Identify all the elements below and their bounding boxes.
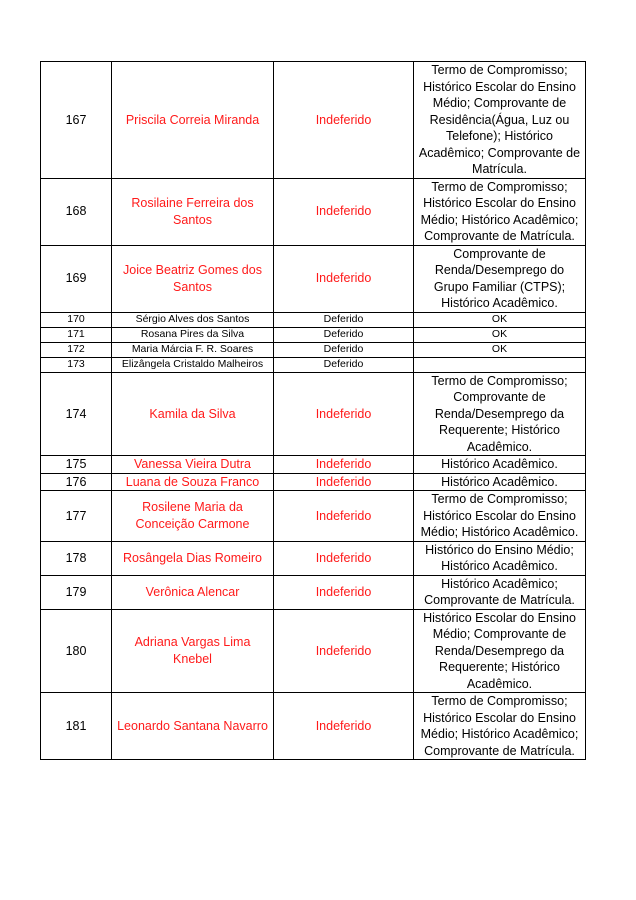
pending-documents: OK (414, 312, 586, 327)
application-status: Indeferido (274, 609, 414, 693)
pending-documents: Termo de Compromisso; Histórico Escolar do Ensino Médio; Histórico Acadêmico. (414, 491, 586, 542)
applicant-name: Elizângela Cristaldo Malheiros (112, 357, 274, 372)
row-number: 179 (41, 575, 112, 609)
pending-documents: Termo de Compromisso; Histórico Escolar do Ensino Médio; Histórico Acadêmico; Comprovante de Matrícula. (414, 178, 586, 245)
application-status: Deferido (274, 327, 414, 342)
application-status: Indeferido (274, 245, 414, 312)
results-table (40, 61, 586, 760)
applicant-name: Priscila Correia Miranda (112, 62, 274, 179)
pending-documents: Termo de Compromisso; Histórico Escolar do Ensino Médio; Histórico Acadêmico; Comprovante de Matrícula. (414, 693, 586, 760)
application-status: Indeferido (274, 372, 414, 456)
application-status: Indeferido (274, 575, 414, 609)
pending-documents: Histórico Acadêmico. (414, 473, 586, 491)
application-status: Indeferido (274, 62, 414, 179)
applicant-name: Leonardo Santana Navarro (112, 693, 274, 760)
row-number: 180 (41, 609, 112, 693)
application-status: Deferido (274, 312, 414, 327)
applicant-name: Adriana Vargas Lima Knebel (112, 609, 274, 693)
application-status: Indeferido (274, 491, 414, 542)
table-row (41, 609, 586, 693)
row-number: 178 (41, 541, 112, 575)
application-status: Indeferido (274, 541, 414, 575)
table-row (41, 693, 586, 760)
table-row (41, 178, 586, 245)
table-row (41, 342, 586, 357)
row-number: 174 (41, 372, 112, 456)
results-table-body (41, 62, 586, 760)
document-page (40, 61, 585, 760)
table-row (41, 357, 586, 372)
table-row (41, 473, 586, 491)
pending-documents: OK (414, 327, 586, 342)
pending-documents: OK (414, 342, 586, 357)
row-number: 170 (41, 312, 112, 327)
table-row (41, 491, 586, 542)
row-number: 167 (41, 62, 112, 179)
row-number: 172 (41, 342, 112, 357)
pending-documents: Comprovante de Renda/Desemprego do Grupo Familiar (CTPS); Histórico Acadêmico. (414, 245, 586, 312)
application-status: Indeferido (274, 473, 414, 491)
applicant-name: Vanessa Vieira Dutra (112, 456, 274, 474)
applicant-name: Maria Márcia F. R. Soares (112, 342, 274, 357)
table-row (41, 372, 586, 456)
pending-documents: Histórico Acadêmico. (414, 456, 586, 474)
application-status: Indeferido (274, 456, 414, 474)
table-row (41, 312, 586, 327)
applicant-name: Kamila da Silva (112, 372, 274, 456)
applicant-name: Rosilene Maria da Conceição Carmone (112, 491, 274, 542)
application-status: Indeferido (274, 178, 414, 245)
table-row (41, 456, 586, 474)
application-status: Indeferido (274, 693, 414, 760)
pending-documents: Histórico Acadêmico; Comprovante de Matrícula. (414, 575, 586, 609)
pending-documents: Termo de Compromisso; Comprovante de Renda/Desemprego da Requerente; Histórico Acadêmico. (414, 372, 586, 456)
table-row (41, 575, 586, 609)
applicant-name: Sérgio Alves dos Santos (112, 312, 274, 327)
applicant-name: Rosana Pires da Silva (112, 327, 274, 342)
row-number: 181 (41, 693, 112, 760)
row-number: 168 (41, 178, 112, 245)
pending-documents: Histórico Escolar do Ensino Médio; Comprovante de Renda/Desemprego da Requerente; Histórico Acadêmico. (414, 609, 586, 693)
pending-documents (414, 357, 586, 372)
table-row (41, 327, 586, 342)
application-status: Deferido (274, 342, 414, 357)
applicant-name: Rosilaine Ferreira dos Santos (112, 178, 274, 245)
row-number: 171 (41, 327, 112, 342)
row-number: 173 (41, 357, 112, 372)
table-row (41, 62, 586, 179)
applicant-name: Luana de Souza Franco (112, 473, 274, 491)
row-number: 169 (41, 245, 112, 312)
row-number: 175 (41, 456, 112, 474)
applicant-name: Rosângela Dias Romeiro (112, 541, 274, 575)
pending-documents: Histórico do Ensino Médio; Histórico Acadêmico. (414, 541, 586, 575)
applicant-name: Verônica Alencar (112, 575, 274, 609)
applicant-name: Joice Beatriz Gomes dos Santos (112, 245, 274, 312)
application-status: Deferido (274, 357, 414, 372)
table-row (41, 245, 586, 312)
table-row (41, 541, 586, 575)
pending-documents: Termo de Compromisso; Histórico Escolar do Ensino Médio; Comprovante de Residência(Água, Luz ou Telefone); Histórico Acadêmico; Comprovante de Matrícula. (414, 62, 586, 179)
row-number: 176 (41, 473, 112, 491)
row-number: 177 (41, 491, 112, 542)
